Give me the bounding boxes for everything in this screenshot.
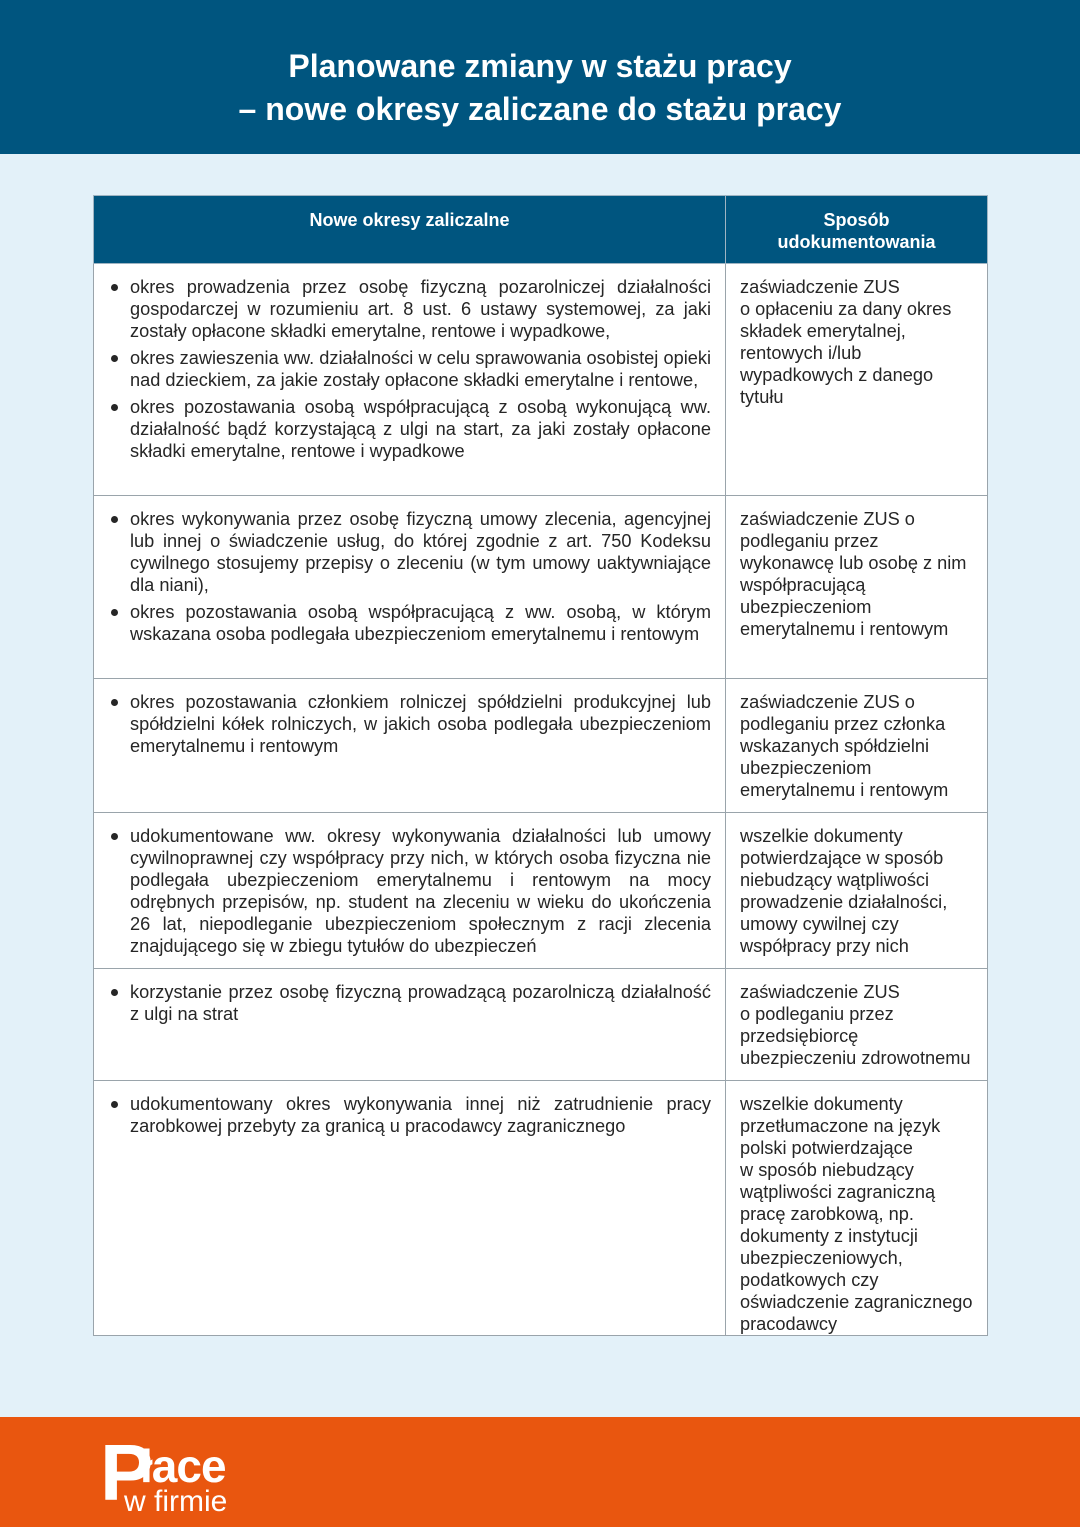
table-row — [94, 1081, 988, 1336]
periods-cell — [94, 1081, 726, 1336]
column-header-periods: Nowe okresy zaliczalne — [94, 196, 726, 264]
table-header-row — [94, 196, 988, 264]
list-item: okres pozostawania osobą współpracującą z osobą wykonującą ww. działalność bądź korzystającą z ulgi na start, za jaki zostały opłacone składki emerytalne, rentowe i wypadkowe — [130, 397, 711, 461]
list-item: okres wykonywania przez osobę fizyczną umowy zlecenia, agencyjnej lub innej o świadczenie usług, do której zgodnie z art. 750 Kodeksu cywilnego stosujemy przepisy o zleceniu (w tym umowy uaktywniające dla niani), — [130, 509, 711, 595]
table-row — [94, 969, 988, 1081]
list-item: okres zawieszenia ww. działalności w celu sprawowania osobistej opieki nad dzieckiem, za jakie zostały opłacone składki emerytalne i rentowe, — [130, 348, 711, 390]
list-item: okres prowadzenia przez osobę fizyczną pozarolniczej działalności gospodarczej w rozumieniu art. 8 ust. 6 ustawy systemowej, za jaki zostały opłacone składki emerytalne, rentowe i wypadkowe, — [130, 277, 711, 341]
list-item: okres pozostawania osobą współpracującą z ww. osobą, w którym wskazana osoba podlegała ubezpieczeniom emerytalnemu i rentowym — [130, 602, 711, 644]
page-title-line-2: – nowe okresy zaliczane do stażu pracy — [238, 91, 842, 127]
brand-logo — [100, 1428, 250, 1523]
list-item: korzystanie przez osobę fizyczną prowadzącą pozarolniczą działalność z ulgi na strat — [130, 982, 711, 1024]
table-row — [94, 813, 988, 969]
list-item: okres pozostawania członkiem rolniczej spółdzielni produkcyjnej lub spółdzielni kółek rolniczych, w jakich osoba podlegała ubezpieczeniom emerytalnemu i rentowym — [130, 692, 711, 756]
periods-cell — [94, 813, 726, 969]
page-header — [0, 0, 1080, 154]
periods-cell — [94, 264, 726, 496]
documentation-cell: zaświadczenie ZUS o podleganiu przez przedsiębiorcę ubezpieczeniu zdrowotnemu — [726, 969, 988, 1081]
page-title-line-1: Planowane zmiany w stażu pracy — [288, 48, 792, 84]
logo-word-lace: łace — [140, 1440, 226, 1492]
list-item: udokumentowany okres wykonywania innej niż zatrudnienie pracy zarobkowej przebyty za granicą u pracodawcy zagranicznego — [130, 1094, 711, 1136]
column-header-documentation: Sposób udokumentowania — [726, 196, 988, 264]
periods-cell — [94, 969, 726, 1081]
documentation-cell: wszelkie dokumenty przetłumaczone na język polski potwierdzające w sposób niebudzący wątpliwości zagraniczną pracę zarobkową, np. dokumenty z instytucji ubezpieczeniowych, podatkowych czy oświadczenie zagranicznego pracodawcy — [726, 1081, 988, 1336]
documentation-cell: wszelkie dokumenty potwierdzające w sposób niebudzący wątpliwości prowadzenie działalności, umowy cywilnej czy współpracy przy nich — [726, 813, 988, 969]
documentation-cell: zaświadczenie ZUS o podleganiu przez wykonawcę lub osobę z nim współpracującą ubezpieczeniom emerytalnemu i rentowym — [726, 496, 988, 679]
table-row — [94, 679, 988, 813]
periods-table — [93, 195, 988, 1336]
logo-letter-p: P — [100, 1428, 152, 1517]
page-footer — [0, 1417, 1080, 1527]
logo-subtitle: w firmie — [124, 1485, 228, 1518]
table-row — [94, 496, 988, 679]
documentation-cell: zaświadczenie ZUS o opłaceniu za dany okres składek emerytalnej, rentowych i/lub wypadkowych z danego tytułu — [726, 264, 988, 496]
list-item: udokumentowane ww. okresy wykonywania działalności lub umowy cywilnoprawnej czy współpracy przy nich, w których osoba fizyczna nie podlegała ubezpieczeniom emerytalnemu i rentowym na mocy odrębnych przepisów, np. student na zleceniu w wieku do ukończenia 26 lat, niepodleganie ubezpieczeniom społecznym z racji zlecenia znajdującego się w zbiegu tytułów do ubezpieczeń — [130, 826, 711, 956]
documentation-cell: zaświadczenie ZUS o podleganiu przez członka wskazanych spółdzielni ubezpieczeniom emerytalnemu i rentowym — [726, 679, 988, 813]
table-row — [94, 264, 988, 496]
periods-cell — [94, 496, 726, 679]
periods-cell — [94, 679, 726, 813]
